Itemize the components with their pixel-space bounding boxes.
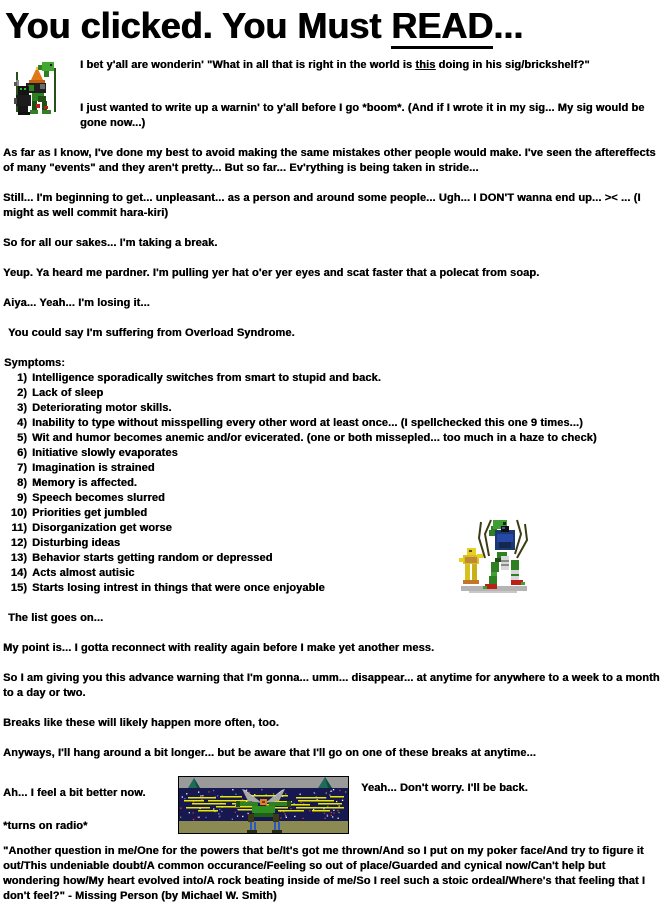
radio-left-column — [3, 776, 178, 834]
intro-p1-pre: I bet y'all are wonderin' "What in all that is right in the world is — [80, 59, 416, 71]
symptom-text: Inability to type without misspelling every other word at least once... (I spellchecked this one 9 times...) — [32, 417, 583, 429]
paragraph-aftereffects: As far as I know, I've done my best to avoid making the same mistakes other people would make. I've seen the aftereffects of many "events" and they aren't pretty... But so far... Ev'rything is being taken in stride... — [3, 147, 656, 174]
symptom-item — [3, 476, 664, 491]
symptom-text: Behavior starts getting random or depressed — [32, 552, 273, 564]
symptom-number: 2) — [16, 387, 27, 399]
symptom-item — [3, 491, 664, 506]
symptom-number: 4) — [16, 417, 27, 429]
symptom-number: 11) — [11, 522, 27, 534]
symptom-text: Intelligence sporadically switches from smart to stupid and back. — [32, 372, 381, 384]
symptom-text: Disturbing ideas — [32, 537, 121, 549]
symptoms-heading: Symptoms: — [4, 357, 65, 369]
symptom-item — [3, 581, 664, 596]
paragraph-overload: You could say I'm suffering from Overload Syndrome. — [8, 327, 295, 339]
symptom-item — [3, 371, 664, 386]
symptom-number: 14) — [10, 567, 27, 579]
symptom-text: Starts losing intrest in things that were once enjoyable — [32, 582, 325, 594]
symptom-item — [3, 461, 664, 476]
symptom-item — [3, 401, 664, 416]
symptom-item — [3, 536, 664, 551]
symptom-text: Deteriorating motor skills. — [32, 402, 172, 414]
paragraph-dont-worry: Yeah... Don't worry. I'll be back. — [361, 782, 528, 794]
page-title — [5, 6, 664, 46]
symptom-text: Acts almost autisic — [32, 567, 135, 579]
symptom-text: Wit and humor becomes anemic and/or evicerated. (one or both missepled... too much in a haze to check) — [32, 432, 597, 444]
page-title-underlined: READ — [391, 5, 493, 49]
symptom-item — [3, 551, 664, 566]
paragraph-hang-around: Anyways, I'll hang around a bit longer... but be aware that I'll go on one of these breaks at anytime... — [3, 747, 536, 759]
symptom-text: Priorities get jumbled — [32, 507, 148, 519]
paragraph-taking-break: So for all our sakes... I'm taking a break. — [3, 237, 218, 249]
symptom-number: 7) — [16, 462, 27, 474]
page — [0, 6, 667, 904]
symptom-text: Memory is affected. — [32, 477, 137, 489]
symptom-number: 1) — [16, 372, 27, 384]
symptom-number: 6) — [16, 447, 27, 459]
symptom-number: 12) — [10, 537, 27, 549]
paragraph-list-goes-on: The list goes on... — [8, 612, 104, 624]
symptom-item — [3, 431, 664, 446]
symptom-item — [3, 446, 664, 461]
paragraph-advance-warning: So I am giving you this advance warning that I'm gonna... umm... disappear... at anytime for anywhere to a week to a month to a day or two. — [3, 672, 660, 699]
symptom-number: 3) — [16, 402, 27, 414]
paragraph-losing-it: Aiya... Yeah... I'm losing it... — [3, 297, 150, 309]
paragraph-turns-on-radio: *turns on radio* — [3, 820, 88, 832]
symptoms-section — [3, 356, 664, 596]
symptom-number: 9) — [16, 492, 27, 504]
radio-section — [3, 776, 664, 834]
intro-p1-underlined: this — [415, 59, 436, 71]
symptom-item — [3, 506, 664, 521]
symptom-number: 13) — [10, 552, 27, 564]
paragraph-my-point: My point is... I gotta reconnect with reality again before I make yet another mess. — [3, 642, 435, 654]
symptom-item — [3, 521, 664, 536]
paragraph-lyrics: "Another question in me/One for the powers that be/It's got me thrown/And so I put on my poker face/And try to figure it out/This undeniable doubt/A common occurance/Feeling so out of place/Guarded and cynical now/Can't help but wondering how/My heart evolved into/A rock beating inside of me/So I reel such a stoic ordeal/Where's that feeling that I don't feel?" - Missing Person (by Michael W. Smith) — [3, 845, 646, 902]
intro-paragraph-1 — [3, 58, 664, 73]
intro-p1-post: doing in his sig/brickshelf?" — [435, 59, 590, 71]
paragraph-unpleasant: Still... I'm beginning to get... unpleasant... as a person and around some people... Ugh... I DON'T wanna end up... >< ... (I might as well commit hara-kiri) — [3, 192, 641, 219]
intro-paragraph-2: I just wanted to write up a warnin' to y'all before I go *boom*. (And if I wrote it in my sig... My sig would be gone now...) — [80, 102, 645, 129]
symptom-number: 8) — [16, 477, 27, 489]
symptom-item — [3, 566, 664, 581]
paragraph-breaks-often: Breaks like these will likely happen more often, too. — [3, 717, 279, 729]
symptom-text: Imagination is strained — [32, 462, 155, 474]
paragraph-feel-better: Ah... I feel a bit better now. — [3, 787, 146, 799]
page-title-pre: You clicked. You Must — [5, 5, 392, 46]
symptom-number: 15) — [10, 582, 27, 594]
symptom-item — [3, 416, 664, 431]
radio-right-column — [361, 776, 664, 796]
sig-sprite-image — [10, 60, 62, 122]
symptom-text: Speech becomes slurred — [32, 492, 165, 504]
symptoms-list — [3, 371, 664, 596]
intro-section — [3, 58, 664, 131]
symptom-number: 5) — [16, 432, 27, 444]
mech-and-minifig-sprite-image — [455, 514, 537, 594]
symptom-text: Initiative slowly evaporates — [32, 447, 178, 459]
page-title-post: ... — [493, 5, 524, 46]
paragraph-pardner: Yeup. Ya heard me pardner. I'm pulling yer hat o'er yer eyes and scat faster that a polecat from soap. — [3, 267, 540, 279]
radio-scene-image — [178, 776, 349, 834]
symptom-text: Disorganization get worse — [32, 522, 172, 534]
symptom-item — [3, 386, 664, 401]
symptom-number: 10) — [10, 507, 27, 519]
symptom-text: Lack of sleep — [32, 387, 104, 399]
